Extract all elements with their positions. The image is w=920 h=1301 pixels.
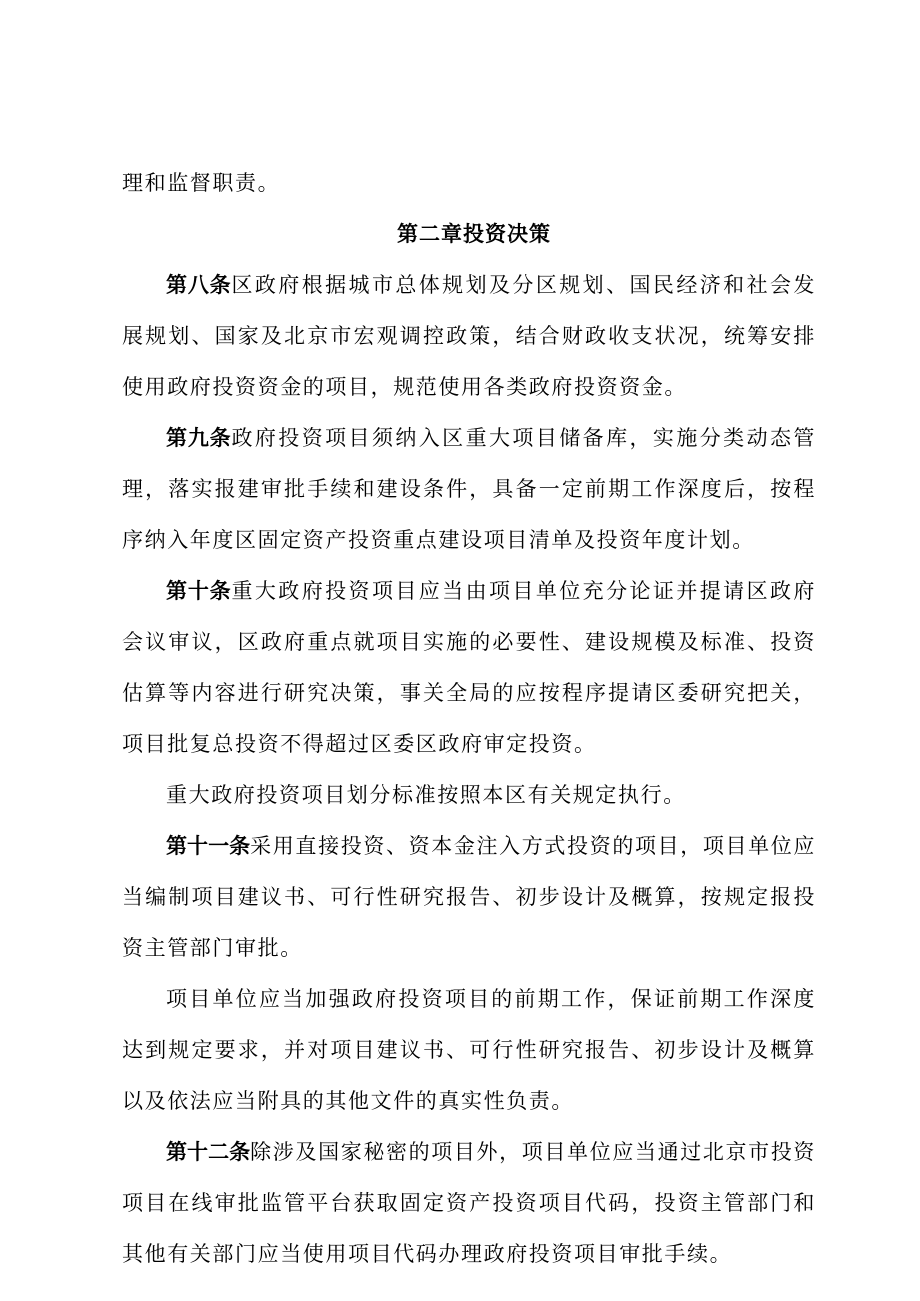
article-heading: 第十条: [166, 579, 232, 603]
article-body: 重大政府投资项目划分标准按照本区有关规定执行。: [166, 783, 686, 807]
article-9: [122, 413, 816, 566]
article-body: 重大政府投资项目应当由项目单位充分论证并提请区政府会议审议，区政府重点就项目实施的必要性、建设规模及标准、投资估算等内容进行研究决策，事关全局的应按程序提请区委研究把关，项目批复总投资不得超过区委区政府审定投资。: [122, 579, 817, 756]
article-body: 除涉及国家秘密的项目外，项目单位应当通过北京市投资项目在线审批监管平台获取固定资产投资项目代码，投资主管部门和其他有关部门应当使用项目代码办理政府投资项目审批手续。: [122, 1140, 817, 1266]
article-body: 项目单位应当加强政府投资项目的前期工作，保证前期工作深度达到规定要求，并对项目建议书、可行性研究报告、初步设计及概算以及依法应当附具的其他文件的真实性负责。: [122, 987, 816, 1113]
article-heading: 第十二条: [166, 1140, 251, 1164]
document-page: [122, 158, 816, 1280]
article-8: [122, 260, 816, 413]
article-12: [122, 1127, 816, 1280]
article-10-clause-2: [122, 770, 816, 821]
article-heading: 第八条: [166, 273, 232, 297]
chapter-title: 第二章投资决策: [397, 222, 551, 246]
article-10: [122, 566, 816, 770]
article-11-clause-2: [122, 974, 816, 1127]
article-11: [122, 821, 816, 974]
article-body: 政府投资项目须纳入区重大项目储备库，实施分类动态管理，落实报建审批手续和建设条件，具备一定前期工作深度后，按程序纳入年度区固定资产投资重点建设项目清单及投资年度计划。: [122, 426, 817, 552]
article-heading: 第十一条: [166, 834, 251, 858]
article-body: 采用直接投资、资本金注入方式投资的项目，项目单位应当编制项目建议书、可行性研究报告、初步设计及概算，按规定报投资主管部门审批。: [122, 834, 817, 960]
article-body: 区政府根据城市总体规划及分区规划、国民经济和社会发展规划、国家及北京市宏观调控政策，结合财政收支状况，统筹安排使用政府投资资金的项目，规范使用各类政府投资资金。: [122, 273, 817, 399]
continuation-text: 理和监督职责。: [122, 171, 281, 195]
article-heading: 第九条: [166, 426, 232, 450]
